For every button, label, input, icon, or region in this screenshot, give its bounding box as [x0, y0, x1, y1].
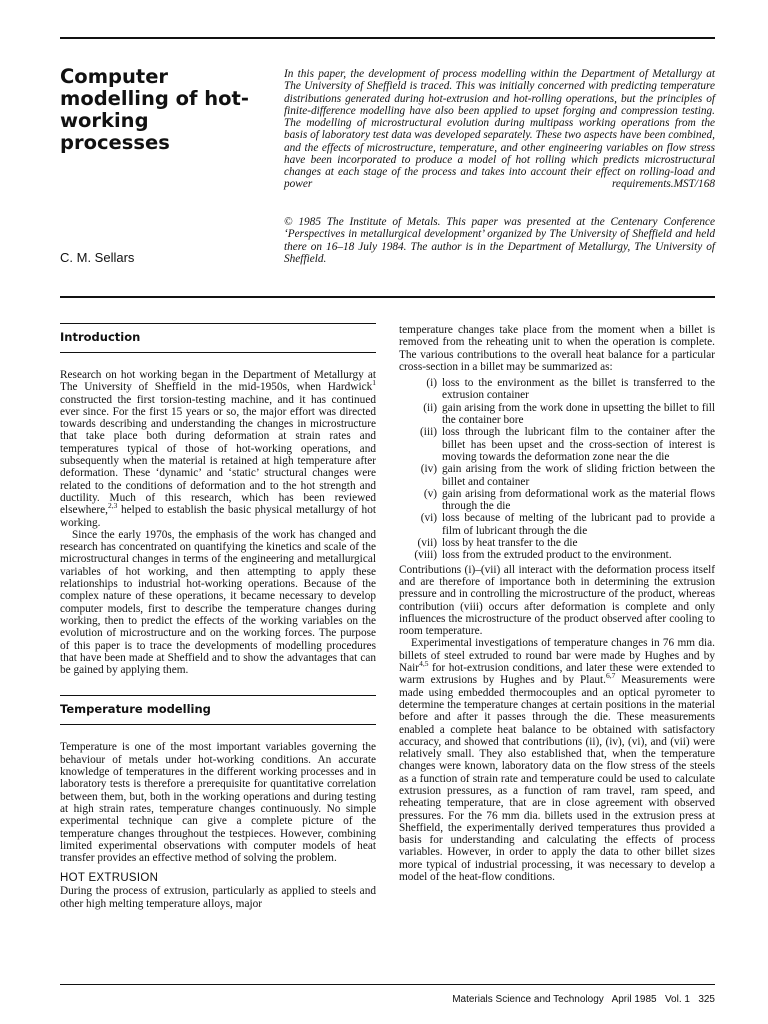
- citation-4-5: 4,5: [419, 659, 429, 669]
- list-item-text: loss from the extruded product to the environment.: [442, 549, 672, 562]
- list-item-text: gain arising from deformational work as the material flows through the die: [442, 487, 715, 513]
- right-text-b: for hot-extrusion conditions, and later these were extended to warm extrusions by Hughes and by Plaut.: [399, 662, 715, 687]
- intro-paragraph-2: Since the early 1970s, the emphasis of the work has changed and research has concentrated on quantifying the kinetics and scale of the microstructural changes in terms of the engineering and metallurgical variables of hot working, and then attempting to apply these relationships to industrial hot-working operations. Because of the complex nature of these operations, it became necessary to develop computer models, first to describe the temperature changes during working, then to predict the effects of the working variables on the evolution of microstructure and on the working forces. The purpose of this paper is to trace the developments of modelling procedures that have been made at Sheffield and to show the advantages that can be gained by applying them.: [60, 528, 376, 677]
- header-bottom-rule: [60, 296, 715, 298]
- list-item: [399, 488, 715, 513]
- list-item-number: (vi): [420, 512, 437, 525]
- list-item-text: loss by heat transfer to the die: [442, 537, 578, 550]
- list-item: [399, 549, 715, 561]
- page-number: 325: [698, 994, 715, 1005]
- right-paragraph-2: Contributions (i)–(vii) all interact with the deformation process itself and are therefore of importance both in determining the extrusion pressure and in controlling the microstructure of the product, whereas contribution (viii) occurs after deformation is complete and only influences the microstructure of the product observed after cooling to room temperature.: [399, 563, 715, 638]
- copyright-note: © 1985 The Institute of Metals. This paper was presented at the Centenary Conference ‘Perspectives in metallurgical development’ organized by The University of Sheffield and held there on 16–18 July 1984. The author is in the Department of Metallurgy, The University of Sheffield.: [284, 216, 715, 265]
- temperature-paragraph-1: Temperature is one of the most important variables governing the behaviour of metals under hot-working conditions. An accurate knowledge of temperatures in the different working processes and in laboratory tests is therefore a prerequisite for quantitative correlation between them, but, both in the working operations and during testing at high strain rates, temperature changes continuously. No simple experimental technique can give a complete picture of the temperature changes throughout the testpieces. However, combining limited experimental observations with computer models of heat transfer provides an effective method of solving the problem.: [60, 741, 376, 865]
- temperature-modelling-heading: Temperature modelling: [60, 695, 376, 725]
- intro-text-b: constructed the first torsion-testing machine, and it has continued ever since. For the first 15 years or so, the major effort was directed towards describing and understanding the changes in microstructure that take place both during deformation at strain rates and temperatures typical of those of hot-working operations, and subsequently when the material is retained at high temperature after deformation. These ‘dynamic’ and ‘static’ structural changes were related to the conditions of deformation and to the hot strength and ductility. Much of this research, which has been reviewed elsewhere,: [60, 393, 376, 517]
- list-item: [399, 402, 715, 427]
- heat-balance-list: [399, 377, 715, 561]
- list-item-text: loss to the environment as the billet is transferred to the extrusion container: [442, 377, 715, 402]
- intro-text-c: helped to establish the basic physical metallurgy of hot working.: [60, 504, 376, 529]
- journal-name: Materials Science and Technology: [452, 994, 604, 1005]
- list-item-number: (iii): [420, 426, 437, 439]
- abstract: [284, 68, 715, 191]
- list-item-text: loss because of melting of the lubricant pad to provide a film of lubricant through the die: [442, 512, 715, 537]
- list-item-text: loss through the lubricant film to the container after the billet has been upset and the cross-section of interest is moving towards the deformation zone near the die: [442, 426, 715, 463]
- right-paragraph-3: [399, 637, 715, 883]
- citation-2-3: 2,3: [107, 501, 118, 511]
- citation-6-7: 6,7: [606, 671, 616, 681]
- right-text-a: Experimental investigations of temperature changes in 76 mm dia. billets of steel extruded to round bar were made by Hughes and by Nair: [399, 637, 715, 675]
- list-item-number: (iv): [420, 463, 437, 476]
- right-text-c: Measurements were made using embedded thermocouples and an optical pyrometer to determine the temperature changes at certain positions in the material before and after it passes through the die. These measurements enabled a complete heat balance to be obtained with satisfactory accuracy, and showed that contributions (ii), (iv), (vi), and (vii) were relatively small. They also established that, when the temperature changes were known, laboratory data on the flow stress of the steels as a function of strain rate and temperature could be used to calculate extrusion pressures, as a function of ram travel, ram speed, and reheating temperature, that are in close agreement with observed pressures. For the 76 mm dia. billets used in the extrusion press at Sheffield, the experimentally derived temperatures thus provided a basis for understanding and calculating the effects of process variables. However, in order to apply the data to other billet sizes more typical of industrial processing, it was necessary to develop a model of the heat-flow conditions.: [399, 674, 715, 884]
- abstract-code: MST/168: [673, 178, 715, 191]
- list-item-text: gain arising from the work done in upsetting the billet to fill the container bore: [442, 401, 715, 427]
- author-name: C. M. Sellars: [60, 250, 135, 265]
- volume-number: Vol. 1: [664, 994, 690, 1005]
- hot-extrusion-subheading: HOT EXTRUSION: [60, 872, 159, 885]
- list-item: [399, 512, 715, 537]
- issue-date: April 1985: [611, 994, 657, 1005]
- citation-1: 1: [372, 378, 376, 388]
- temperature-paragraph-2: During the process of extrusion, particularly as applied to steels and other high melting temperature alloys, major: [60, 885, 376, 910]
- list-item-number: (v): [423, 487, 437, 500]
- list-item-number: (ii): [423, 401, 437, 414]
- intro-paragraph-1: [60, 369, 376, 529]
- list-item-number: (viii): [414, 549, 437, 562]
- abstract-text: In this paper, the development of process modelling within the Department of Metallurgy at The University of Sheffield is traced. This was initially concerned with predicting temperature distributions generated during hot-extrusion and hot-rolling operations, but the principles of finite-difference modelling have also been applied to upset forging and compression testing. The modelling of microstructural evolution during multipass working operations from the basis of laboratory test data was developed separately. These two aspects have been combined, and the effects of microstructure, temperature, and other engineering variables on flow stress have been incorporated to produce a model of hot rolling which predicts microstructural changes at each stage of the process and takes into account their effect on rolling-load and power requirements.: [284, 68, 715, 191]
- list-item-text: gain arising from the work of sliding friction between the billet and container: [442, 463, 715, 488]
- list-item-number: (vii): [417, 537, 437, 550]
- intro-text-a: Research on hot working began in the Department of Metallurgy at The University of Sheffield in the mid-1950s, when Hardwick: [60, 369, 376, 394]
- left-column: [60, 323, 376, 910]
- list-item: [399, 377, 715, 402]
- top-rule: [60, 37, 715, 39]
- article-title: Computer modelling of hot-working processes: [60, 65, 249, 154]
- list-item-number: (i): [426, 377, 437, 390]
- list-item: [399, 463, 715, 488]
- footer-rule: [60, 984, 715, 985]
- right-paragraph-1: temperature changes take place from the moment when a billet is removed from the reheating unit to when the operation is complete. The various contributions to the overall heat balance for a particular cross-section in a billet may be summarized as:: [399, 324, 715, 373]
- page-footer: [408, 994, 715, 1006]
- list-item: [399, 537, 715, 549]
- introduction-heading: Introduction: [60, 323, 376, 353]
- list-item: [399, 426, 715, 463]
- right-column: [399, 324, 715, 883]
